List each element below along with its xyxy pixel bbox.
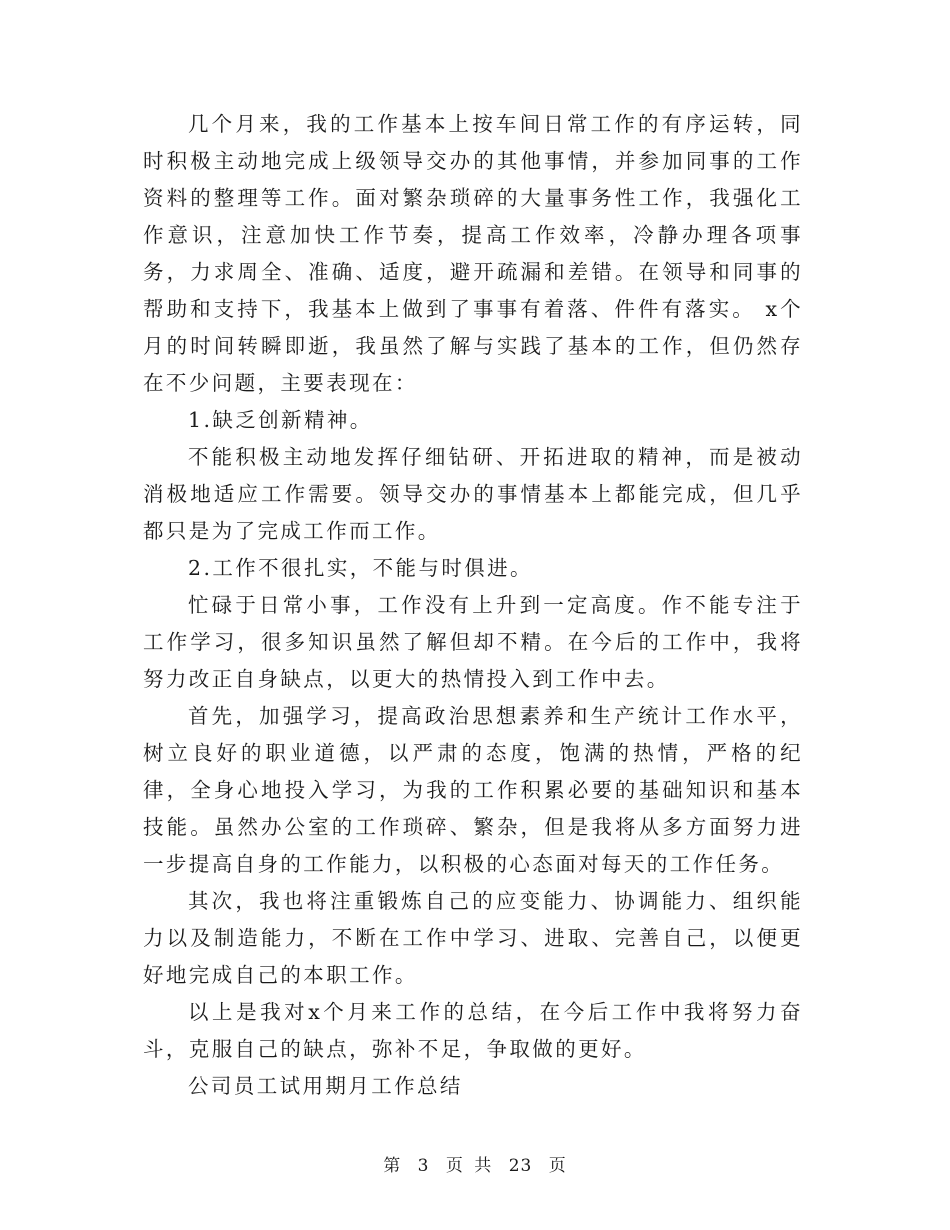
footer-middle: 页 共 (445, 1156, 493, 1176)
paragraph-issue-2-body: 忙碌于日常小事，工作没有上升到一定高度。作不能专注于工作学习，很多知识虽然了解但却不精。在今后的工作中，我将努力改正自身缺点，以更大的热情投入到工作中去。 (143, 593, 803, 691)
document-body (143, 106, 803, 1105)
paragraph-next-title: 公司员工试用期月工作总结 (188, 1074, 463, 1098)
footer-current-page: 3 (417, 1156, 430, 1176)
paragraph-first-plan: 首先，加强学习，提高政治思想素养和生产统计工作水平，树立良好的职业道德，以严肃的态度，饱满的热情，严格的纪律，全身心地投入学习，为我的工作积累必要的基础知识和基本技能。虽然办公室的工作琐碎、繁杂，但是我将从多方面努力进一步提高自身的工作能力，以积极的心态面对每天的工作任务。 (143, 704, 803, 876)
paragraph-issue-1-heading: 1.缺乏创新精神。 (188, 408, 373, 432)
page-footer (0, 1151, 950, 1176)
footer-total-pages: 23 (508, 1156, 533, 1176)
paragraph-conclusion: 以上是我对x个月来工作的总结，在今后工作中我将努力奋斗，克服自己的缺点，弥补不足，争取做的更好。 (143, 1000, 803, 1061)
paragraph-intro: 几个月来，我的工作基本上按车间日常工作的有序运转，同时积极主动地完成上级领导交办的其他事情，并参加同事的工作资料的整理等工作。面对繁杂琐碎的大量事务性工作，我强化工作意识，注意加快工作节奏，提高工作效率，冷静办理各项事务，力求周全、准确、适度，避开疏漏和差错。在领导和同事的帮助和支持下，我基本上做到了事事有着落、件件有落实。 x个月的时间转瞬即逝，我虽然了解与实践了基本的工作，但仍然存在不少问题，主要表现在： (143, 112, 803, 395)
paragraph-second-plan: 其次，我也将注重锻炼自己的应变能力、协调能力、组织能力以及制造能力，不断在工作中学习、进取、完善自己，以便更好地完成自己的本职工作。 (143, 889, 803, 987)
footer-prefix: 第 (383, 1156, 402, 1176)
paragraph-issue-2-heading: 2.工作不很扎实，不能与时俱进。 (188, 556, 533, 580)
paragraph-issue-1-body: 不能积极主动地发挥仔细钻研、开拓进取的精神，而是被动消极地适应工作需要。领导交办的事情基本上都能完成，但几乎都只是为了完成工作而工作。 (143, 445, 803, 543)
footer-suffix: 页 (548, 1156, 567, 1176)
